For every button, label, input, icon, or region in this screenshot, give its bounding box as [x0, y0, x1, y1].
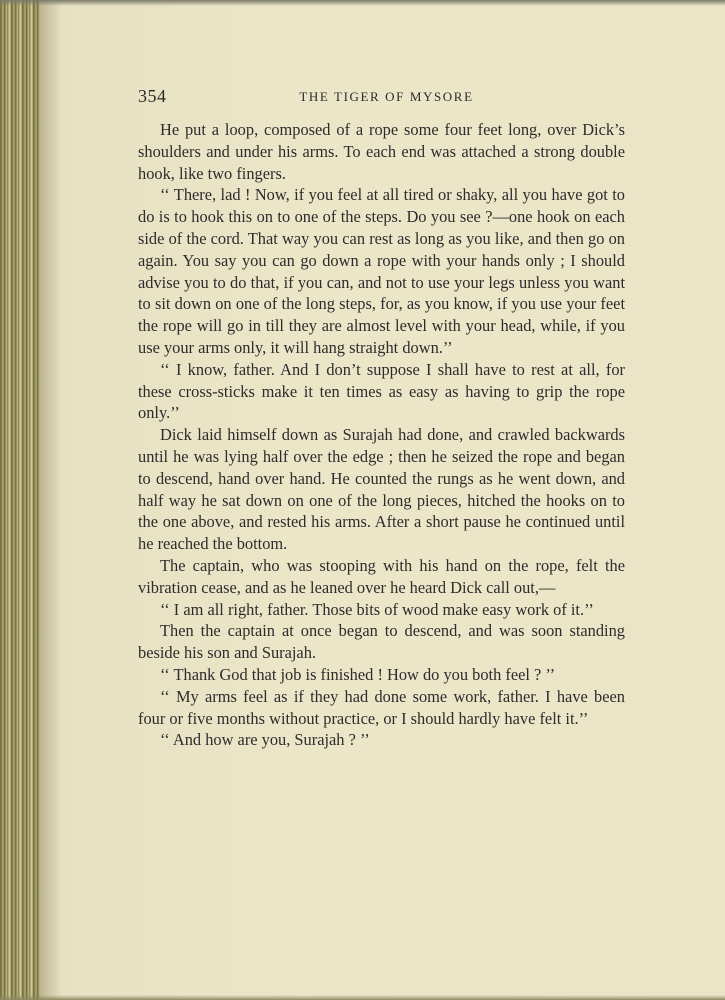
- paragraph: He put a loop, composed of a rope some four feet long, over Dick’s shoulders and under his arms. To each end was attached a strong double hook, like two fingers.: [138, 120, 625, 183]
- paragraph: ‘‘ I am all right, father. Those bits of wood make easy work of it.’’: [160, 599, 594, 619]
- bottom-page-edge: [0, 995, 725, 1000]
- body-text: [138, 119, 625, 751]
- paragraph: Then the captain at once began to descend, and was soon standing beside his son and Surajah.: [138, 621, 625, 663]
- top-page-edge: [0, 0, 725, 6]
- gutter-shadow: [40, 0, 62, 1000]
- paragraph: The captain, who was stooping with his hand on the rope, felt the vibration cease, and as he leaned over he heard Dick call out,—: [138, 555, 625, 597]
- page-number: 354: [138, 86, 167, 106]
- paragraph: ‘‘ And how are you, Surajah ? ’’: [160, 730, 370, 750]
- paragraph: Dick laid himself down as Surajah had done, and crawled backwards until he was lying half over the edge ; then he seized the rope and began to descend, hand over hand. He counted the rungs as he went down, and half way he sat down on one of the long pieces, hitched the hooks on to the one above, and rested his arms. After a short pause he continued until he reached the bottom.: [138, 425, 625, 554]
- paragraph: ‘‘ Thank God that job is finished ! How do you both feel ? ’’: [160, 664, 556, 684]
- paragraph: ‘‘ My arms feel as if they had done some work, father. I have been four or five months without practice, or I should hardly have felt it.’’: [138, 686, 625, 728]
- running-title: THE TIGER OF MYSORE: [299, 89, 474, 104]
- running-header: [138, 86, 625, 110]
- paragraph: ‘‘ There, lad ! Now, if you feel at all tired or shaky, all you have got to do is to hook this on to one of the steps. Do you see ?—one hook on each side of the cord. That way you can rest as long as you like, and then go on again. You say you can go down a rope with your hands only ; I should advise you to do that, if you can, and not to use your legs unless you want to sit down on one of the long steps, for, as you know, if you use your feet the rope will go in till they are almost level with your head, while, if you use your arms only, it will hang straight down.’’: [138, 185, 625, 357]
- paragraph: ‘‘ I know, father. And I don’t suppose I shall have to rest at all, for these cross-sticks make it ten times as easy as having to grip the rope only.’’: [138, 359, 625, 423]
- book-binding: [0, 0, 40, 1000]
